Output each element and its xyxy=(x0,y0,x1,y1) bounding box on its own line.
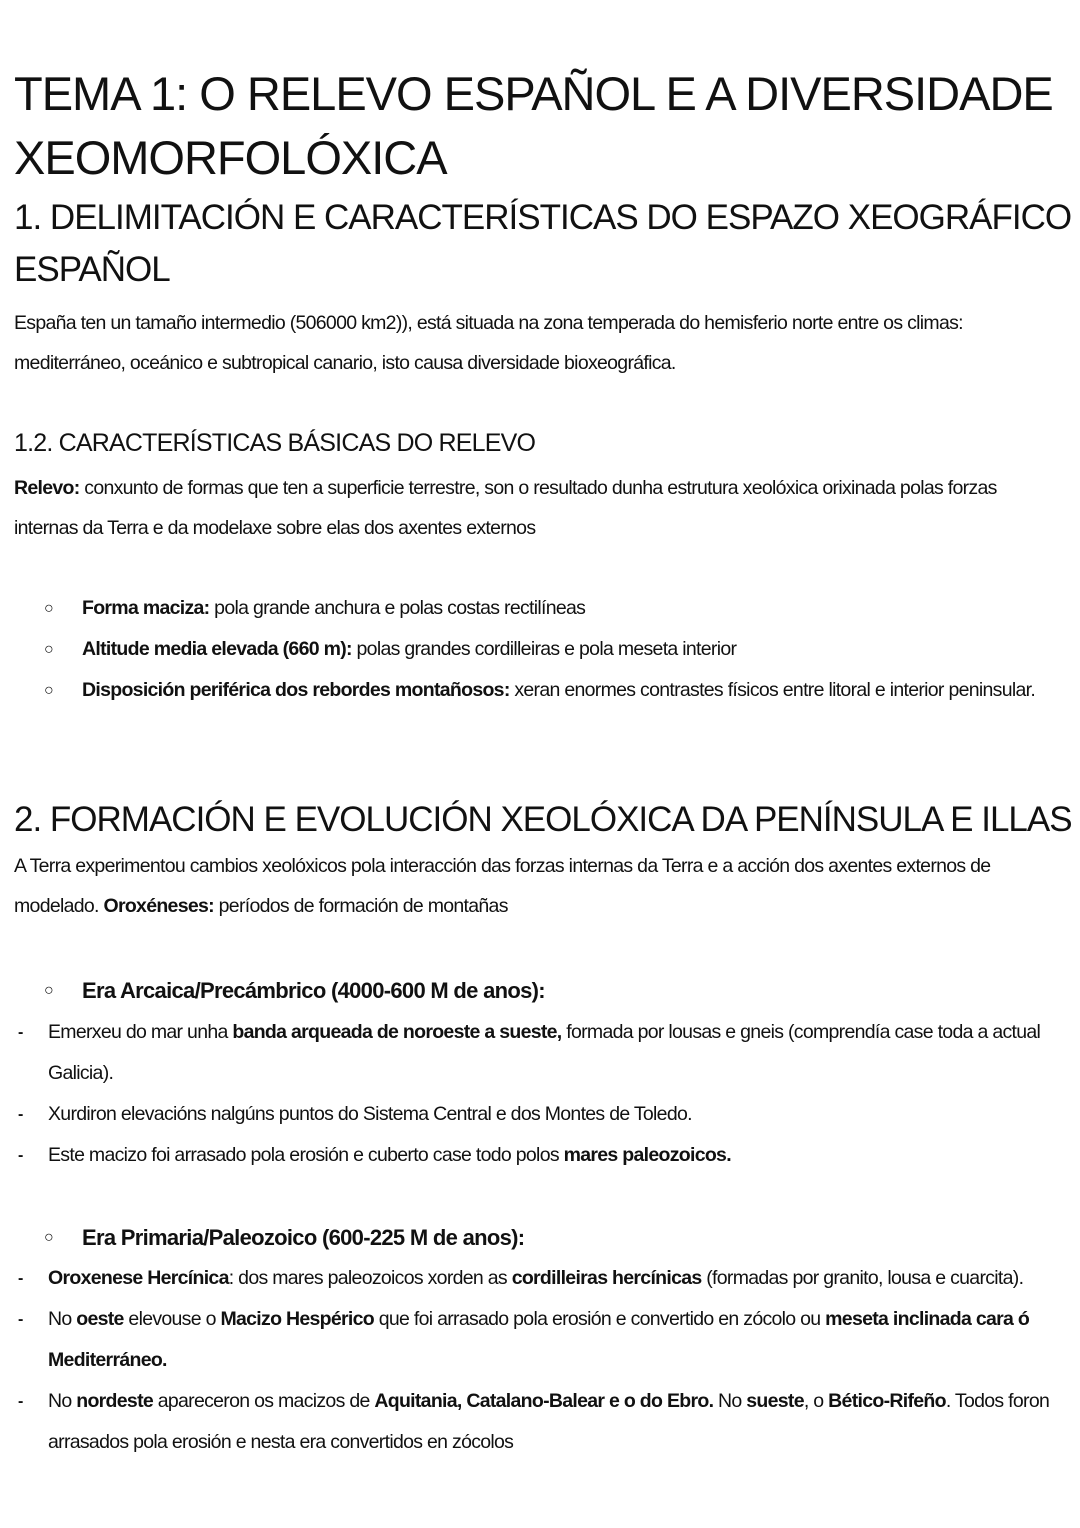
bold-text: mares paleozoicos. xyxy=(563,1144,731,1166)
era-heading xyxy=(0,970,1070,1011)
section-heading-caracteristicas: 1.2. CARACTERÍSTICAS BÁSICAS DO RELEVO xyxy=(14,429,536,457)
bold-text: sueste xyxy=(746,1390,804,1412)
bullet-marker: ○ xyxy=(44,982,53,999)
list-item xyxy=(0,1299,1070,1381)
list-item xyxy=(0,1094,1070,1135)
text-run: Xurdiron elevacións nalgúns puntos do Sistema Central e dos Montes de Toledo. xyxy=(48,1103,692,1125)
text-run: que foi arrasado pola erosión e convertido en zócolo ou xyxy=(374,1308,826,1330)
section-heading-formacion: 2. FORMACIÓN E EVOLUCIÓN XEOLÓXICA DA PENÍNSULA E ILLAS xyxy=(14,800,1072,839)
text-run: : dos mares paleozoicos xorden as xyxy=(228,1267,512,1289)
text-run: España ten un tamaño intermedio (506000 km2)), está situada na zona temperada do hemisferio norte entre os climas: mediterráneo, oceánico e subtropical canario, isto causa diversidade bioxeográfica. xyxy=(14,312,963,374)
era-label: Era Arcaica/Precámbrico (4000-600 M de anos): xyxy=(82,978,545,1003)
bullet-marker: ○ xyxy=(44,600,53,617)
text-run: No xyxy=(48,1390,77,1412)
era-heading-list xyxy=(0,1217,1070,1258)
text-run: xeran enormes contrastes físicos entre litoral e interior peninsular. xyxy=(509,679,1036,701)
dash-list xyxy=(0,1258,1070,1463)
text-run: elevouse o xyxy=(123,1308,221,1330)
dash-list xyxy=(0,1012,1070,1176)
text-run: A Terra experimentou cambios xeolóxicos pola interacción das forzas internas da Terra e a acción dos axentes externos de modelado. xyxy=(14,855,991,917)
bold-text: Oroxenese Hercínica xyxy=(48,1267,229,1289)
bold-text: banda arqueada de noroeste a sueste, xyxy=(232,1021,562,1043)
text-run: pola grande anchura e polas costas rectilíneas xyxy=(209,597,586,619)
era-heading-list xyxy=(0,970,1070,1011)
text-run: períodos de formación de montañas xyxy=(213,895,508,917)
bold-text: Macizo Hespérico xyxy=(220,1308,374,1330)
list-item xyxy=(0,670,1070,711)
text-run: formada por lousas e gneis (comprendía case toda a actual Galicia). xyxy=(48,1021,1041,1084)
bold-text: meseta inclinada cara ó Mediterráneo. xyxy=(48,1308,1030,1371)
bold-text: nordeste xyxy=(76,1390,154,1412)
dash-marker: - xyxy=(18,1147,23,1164)
bullet-marker: ○ xyxy=(44,1229,53,1246)
list-item xyxy=(0,588,1070,629)
bullet-marker: ○ xyxy=(44,682,53,699)
dash-marker: - xyxy=(18,1024,23,1041)
text-run: No xyxy=(48,1308,77,1330)
dash-marker: - xyxy=(18,1270,23,1287)
section-paragraph xyxy=(14,468,1054,548)
bold-text: Oroxéneses: xyxy=(103,895,214,917)
dash-marker: - xyxy=(18,1106,23,1123)
era-heading xyxy=(0,1217,1070,1258)
dash-marker: - xyxy=(18,1393,23,1410)
bold-text: cordilleiras hercínicas xyxy=(511,1267,702,1289)
section-paragraph xyxy=(14,846,1054,926)
list-item xyxy=(0,629,1070,670)
text-run: No xyxy=(713,1390,747,1412)
bold-text: Bético-Rifeño xyxy=(828,1390,946,1412)
text-run: , o xyxy=(803,1390,829,1412)
bold-text: Disposición periférica dos rebordes montañosos: xyxy=(82,679,510,701)
document-title: TEMA 1: O RELEVO ESPAÑOL E A DIVERSIDADE XEOMORFOLÓXICA xyxy=(14,67,1053,184)
list-item xyxy=(0,1135,1070,1176)
list-item xyxy=(0,1012,1070,1094)
text-run: polas grandes cordilleiras e pola meseta interior xyxy=(351,638,737,660)
list-item xyxy=(0,1258,1070,1299)
bold-text: Forma maciza: xyxy=(82,597,210,619)
era-label: Era Primaria/Paleozoico (600-225 M de anos): xyxy=(82,1225,525,1250)
bullet-list xyxy=(0,588,1070,711)
bold-text: oeste xyxy=(76,1308,124,1330)
section-paragraph xyxy=(14,303,1054,383)
bullet-marker: ○ xyxy=(44,641,53,658)
text-run: . Todos foron arrasados pola erosión e nesta era convertidos en zócolos xyxy=(48,1390,1050,1453)
text-run: Emerxeu do mar unha xyxy=(48,1021,233,1043)
text-run: Este macizo foi arrasado pola erosión e cuberto case todo polos xyxy=(48,1144,564,1166)
bold-text: Relevo: xyxy=(14,477,80,499)
section-heading-delimitacion: 1. DELIMITACIÓN E CARACTERÍSTICAS DO ESPAZO XEOGRÁFICO ESPAÑOL xyxy=(14,198,1072,289)
text-run: conxunto de formas que ten a superficie terrestre, son o resultado dunha estrutura xeolóxica orixinada polas forzas internas da Terra e da modelaxe sobre elas dos axentes externos xyxy=(14,477,997,539)
bold-text: Altitude media elevada (660 m): xyxy=(82,638,352,660)
list-item xyxy=(0,1381,1070,1463)
text-run: (formadas por granito, lousa e cuarcita). xyxy=(701,1267,1024,1289)
text-run: apareceron os macizos de xyxy=(153,1390,375,1412)
bold-text: Aquitania, Catalano-Balear e o do Ebro. xyxy=(374,1390,714,1412)
dash-marker: - xyxy=(18,1311,23,1328)
